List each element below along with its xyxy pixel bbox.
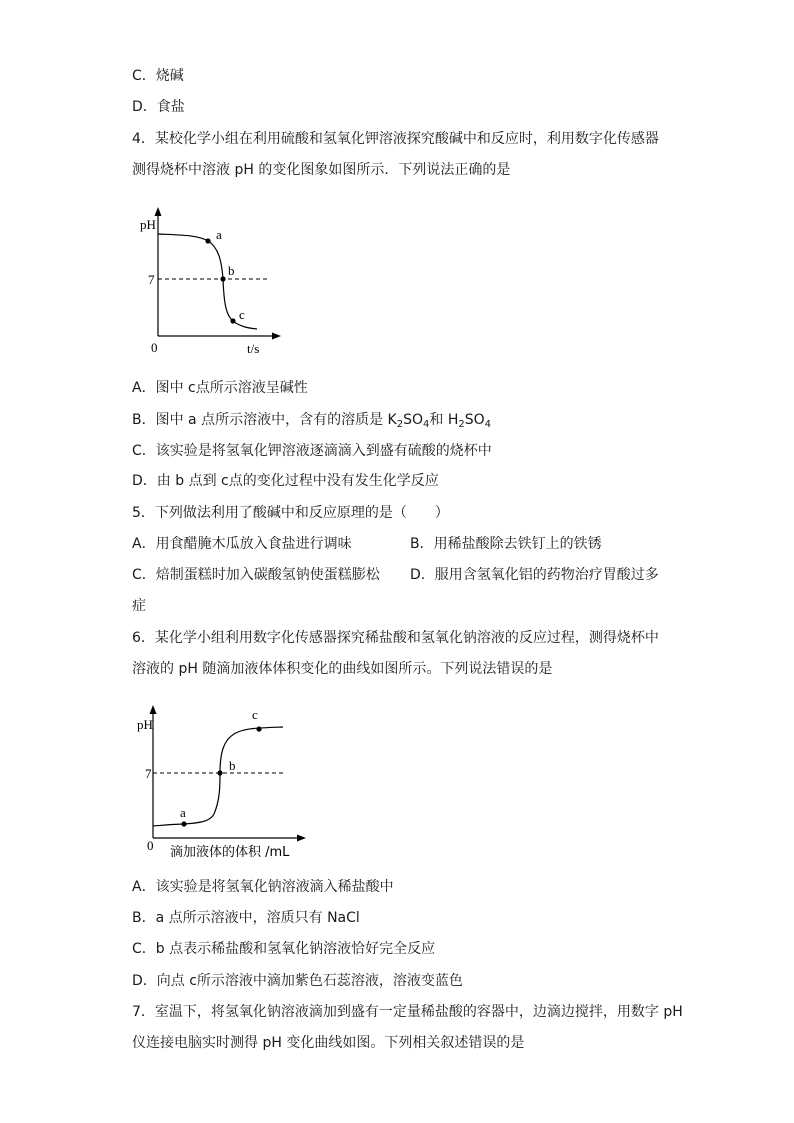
- q4-option-b: B．图中 a 点所示溶液中，含有的溶质是 $K_2SO_4$和 $H_2SO_4$: [132, 412, 492, 430]
- q4-y-label: pH: [140, 217, 156, 232]
- q6-point-b: [217, 770, 222, 775]
- option-d-prev: D．食盐: [132, 99, 185, 115]
- q4-tick-7: 7: [148, 272, 155, 287]
- q4-x-label: t/s: [247, 341, 260, 356]
- q6-y-arrow: [150, 705, 157, 714]
- q5-option-c: C．焙制蛋糕时加入碳酸氢钠使蛋糕膨松: [132, 567, 380, 583]
- q6-label-b: b: [229, 758, 236, 773]
- q6-point-c: [256, 726, 261, 731]
- q7-stem-line1: 7．室温下，将氢氧化钠溶液滴加到盛有一定量稀盐酸的容器中，边滴边搅拌，用数字 pH: [132, 1004, 683, 1020]
- q4-origin: 0: [151, 340, 158, 355]
- q4-label-c: c: [239, 307, 245, 322]
- q4-label-b: b: [228, 263, 235, 278]
- q6-option-a: A．该实验是将氢氧化钠溶液滴入稀盐酸中: [132, 879, 394, 895]
- q4-option-d: D．由 b 点到 c点的变化过程中没有发生化学反应: [132, 473, 439, 489]
- q7-stem-line2: 仪连接电脑实时测得 pH 变化曲线如图。下列相关叙述错误的是: [132, 1035, 525, 1051]
- q6-label-c: c: [252, 707, 258, 722]
- q6-stem-line1: 6．某化学小组利用数字化传感器探究稀盐酸和氢氧化钠溶液的反应过程，测得烧杯中: [132, 630, 659, 646]
- q6-ph-chart: [136, 702, 326, 864]
- q5-stem: 5．下列做法利用了酸碱中和反应原理的是（ ）: [132, 505, 449, 521]
- q6-option-d: D．向点 c所示溶液中滴加紫色石蕊溶液，溶液变蓝色: [132, 973, 463, 989]
- q4-option-c: C．该实验是将氢氧化钾溶液逐滴滴入到盛有硫酸的烧杯中: [132, 443, 492, 459]
- q5-option-b: B．用稀盐酸除去铁钉上的铁锈: [410, 536, 602, 552]
- q4-option-a: A．图中 c点所示溶液呈碱性: [132, 380, 308, 396]
- q4-point-a: [205, 238, 210, 243]
- q6-point-a: [181, 821, 186, 826]
- q6-label-a: a: [180, 805, 186, 820]
- q4-point-b: [220, 276, 225, 281]
- q6-tick-7: 7: [145, 766, 152, 781]
- q6-origin: 0: [147, 838, 154, 853]
- option-c-prev: C．烧碱: [132, 68, 184, 84]
- q4-stem-line2: 测得烧杯中溶液 pH 的变化图象如图所示．下列说法正确的是: [132, 162, 511, 178]
- q6-x-arrow: [297, 835, 306, 842]
- q6-x-label: 滴加液体的体积 /mL: [170, 845, 290, 860]
- q5-option-d-line2: 症: [132, 598, 146, 614]
- q6-option-b: B．a 点所示溶液中，溶质只有 NaCl: [132, 910, 360, 926]
- q4-label-a: a: [216, 227, 222, 242]
- q4-y-arrow: [155, 207, 162, 216]
- q4-ph-chart: [136, 204, 296, 360]
- q4-x-arrow: [272, 333, 281, 340]
- q4-stem-line1: 4．某校化学小组在利用硫酸和氢氧化钾溶液探究酸碱中和反应时，利用数字化传感器: [132, 131, 659, 147]
- q6-stem-line2: 溶液的 pH 随滴加液体体积变化的曲线如图所示。下列说法错误的是: [132, 661, 553, 677]
- q6-option-c: C．b 点表示稀盐酸和氢氧化钠溶液恰好完全反应: [132, 941, 436, 957]
- q4-point-c: [230, 318, 235, 323]
- q6-y-label: pH: [137, 717, 153, 732]
- q5-option-a: A．用食醋腌木瓜放入食盐进行调味: [132, 536, 352, 552]
- q5-option-d-line1: D．服用含氢氧化铝的药物治疗胃酸过多: [410, 567, 659, 583]
- q6-ph-curve: [153, 727, 283, 826]
